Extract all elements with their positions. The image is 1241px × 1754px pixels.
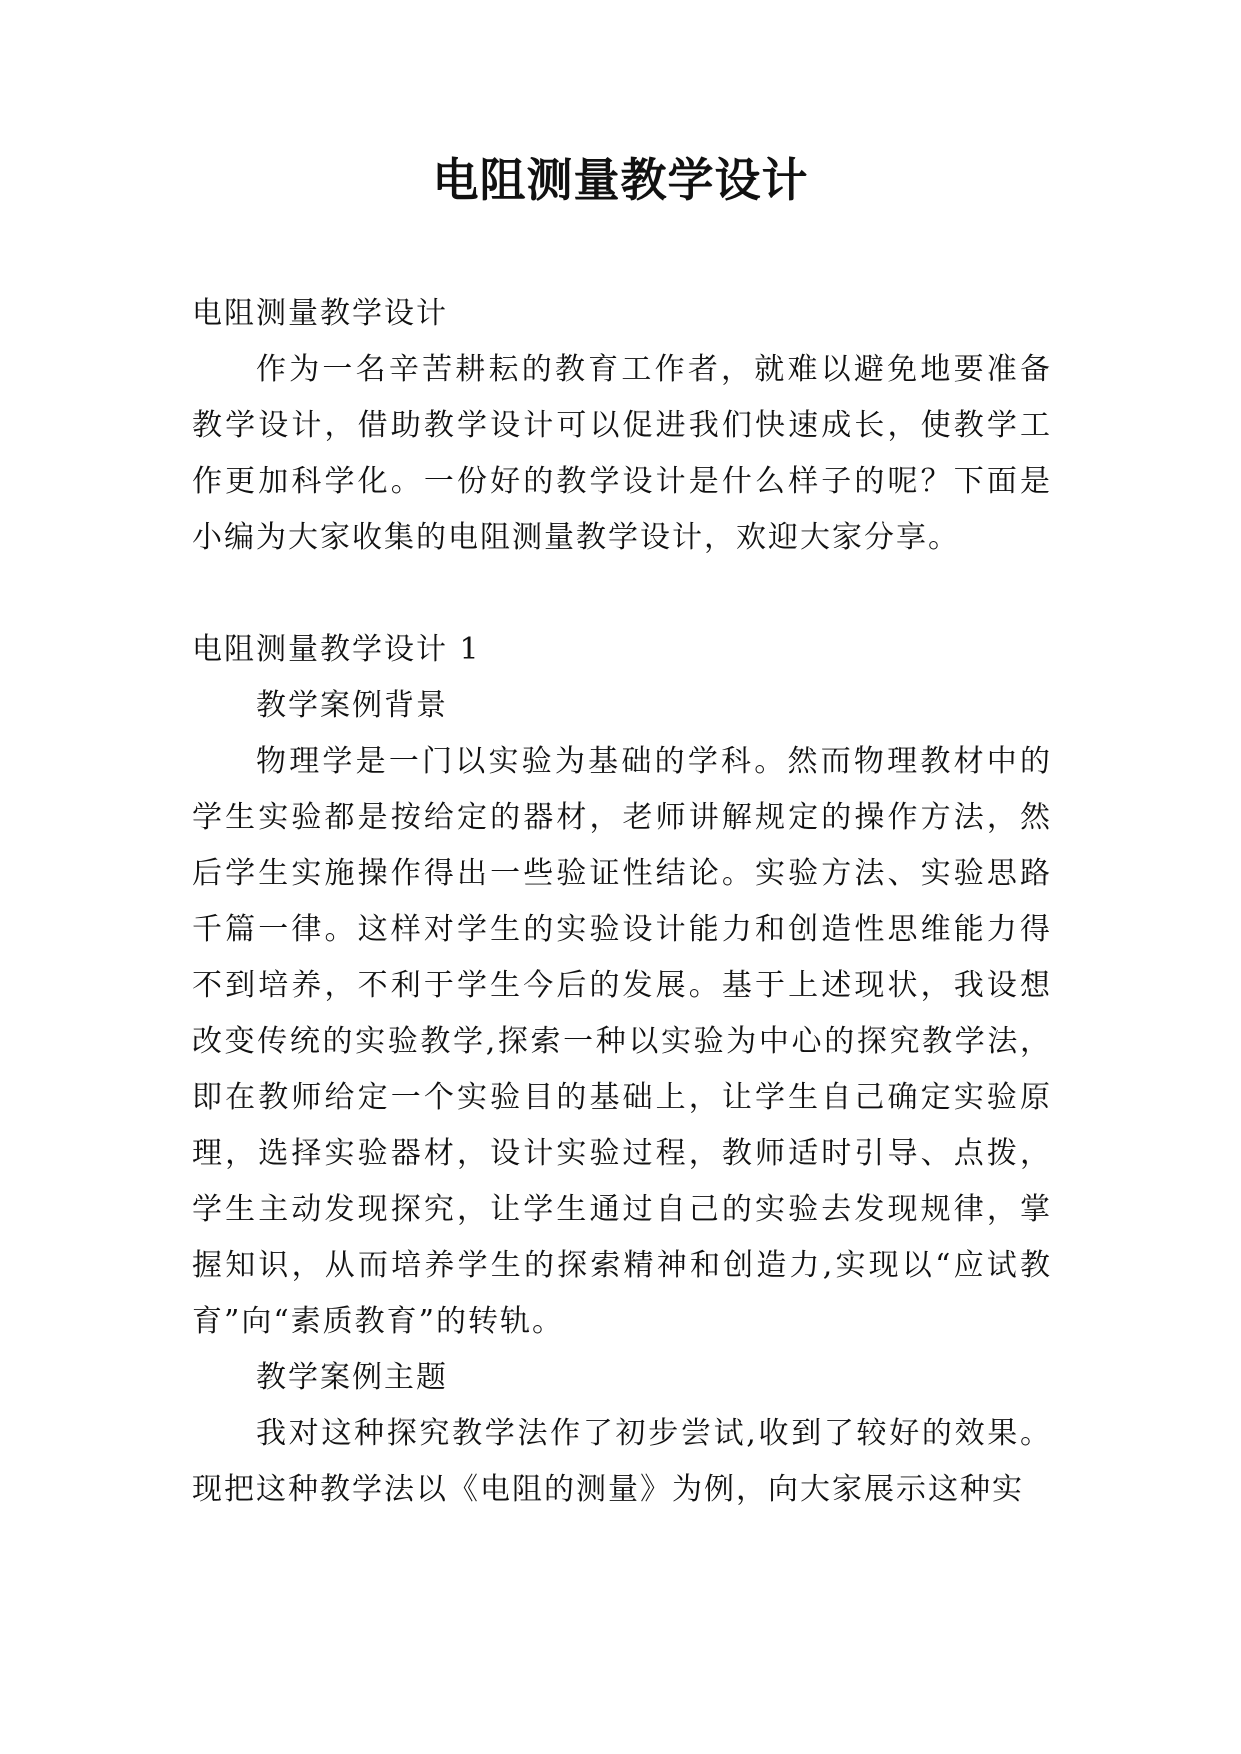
background-heading: 教学案例背景	[256, 688, 448, 723]
background-paragraph: 物理学是一门以实验为基础的学科。然而物理教材中的学生实验都是按给定的器材，老师讲解规定的操作方法，然后学生实施操作得出一些验证性结论。实验方法、实验思路千篇一律。这样对学生的实验设计能力和创造性思维能力得不到培养，不利于学生今后的发展。基于上述现状，我设想改变传统的实验教学,探索一种以实验为中心的探究教学法，即在教师给定一个实验目的基础上，让学生自己确定实验原理，选择实验器材，设计实验过程，教师适时引导、点拨，学生主动发现探究，让学生通过自己的实验去发现规律，掌握知识，从而培养学生的探索精神和创造力,实现以“应试教育”向“素质教育”的转轨。	[192, 744, 1052, 1339]
theme-paragraph: 我对这种探究教学法作了初步尝试,收到了较好的效果。现把这种教学法以《电阻的测量》为例，向大家展示这种实	[192, 1416, 1052, 1507]
document-title: 电阻测量教学设计	[432, 153, 809, 207]
intro-heading: 电阻测量教学设计	[192, 296, 448, 331]
section-spacer	[192, 566, 1052, 622]
theme-heading: 教学案例主题	[256, 1360, 448, 1395]
intro-paragraph: 作为一名辛苦耕耘的教育工作者，就难以避免地要准备教学设计，借助教学设计可以促进我们快速成长，使教学工作更加科学化。一份好的教学设计是什么样子的呢？下面是小编为大家收集的电阻测量教学设计，欢迎大家分享。	[192, 352, 1052, 555]
section-heading-1: 电阻测量教学设计 1	[192, 632, 481, 667]
document-body	[192, 286, 1052, 1518]
